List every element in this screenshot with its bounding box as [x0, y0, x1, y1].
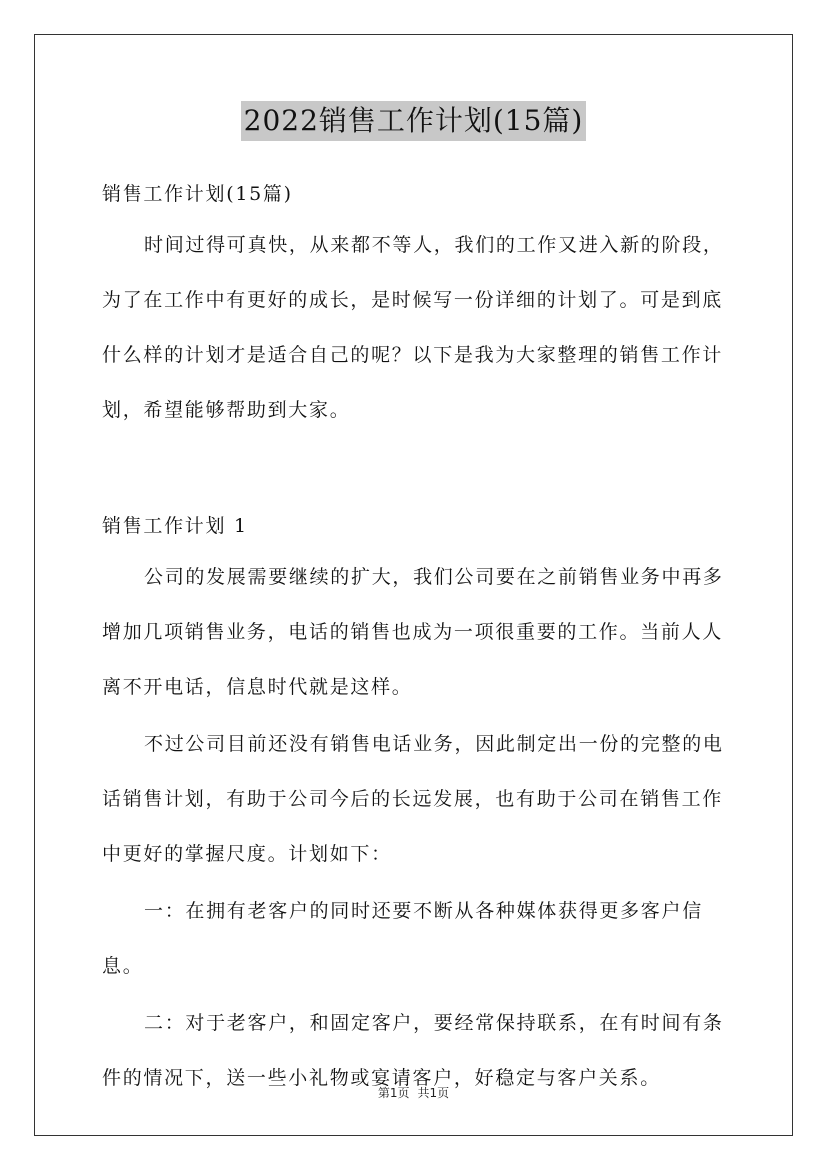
page-footer — [0, 1084, 827, 1101]
page-number: 第1页 — [377, 1086, 410, 1100]
document-title-text: 2022销售工作计划(15篇) — [241, 101, 587, 141]
section-heading: 销售工作计划 1 — [102, 515, 248, 537]
intro-paragraph: 时间过得可真快，从来都不等人，我们的工作又进入新的阶段，为了在工作中有更好的成长，是时候写一份详细的计划了。可是到底什么样的计划才是适合自己的呢？以下是我为大家整理的销售工作计划，希望能够帮助到大家。 — [102, 234, 724, 421]
body-paragraph-1: 公司的发展需要继续的扩大，我们公司要在之前销售业务中再多增加几项销售业务，电话的销售也成为一项很重要的工作。当前人人离不开电话，信息时代就是这样。 — [102, 566, 724, 698]
page-total: 共1页 — [417, 1086, 450, 1100]
body-paragraph-4: 二：对于老客户，和固定客户，要经常保持联系，在有时间有条件的情况下，送一些小礼物或宴请客户，好稳定与客户关系。 — [102, 1012, 724, 1089]
document-subtitle: 销售工作计划(15篇) — [102, 183, 293, 205]
document-body — [102, 176, 742, 1106]
body-paragraph-3: 一：在拥有老客户的同时还要不断从各种媒体获得更多客户信息。 — [102, 900, 703, 977]
document-title — [0, 100, 827, 141]
body-paragraph-2: 不过公司目前还没有销售电话业务，因此制定出一份的完整的电话销售计划，有助于公司今后的长远发展，也有助于公司在销售工作中更好的掌握尺度。计划如下： — [102, 733, 724, 865]
